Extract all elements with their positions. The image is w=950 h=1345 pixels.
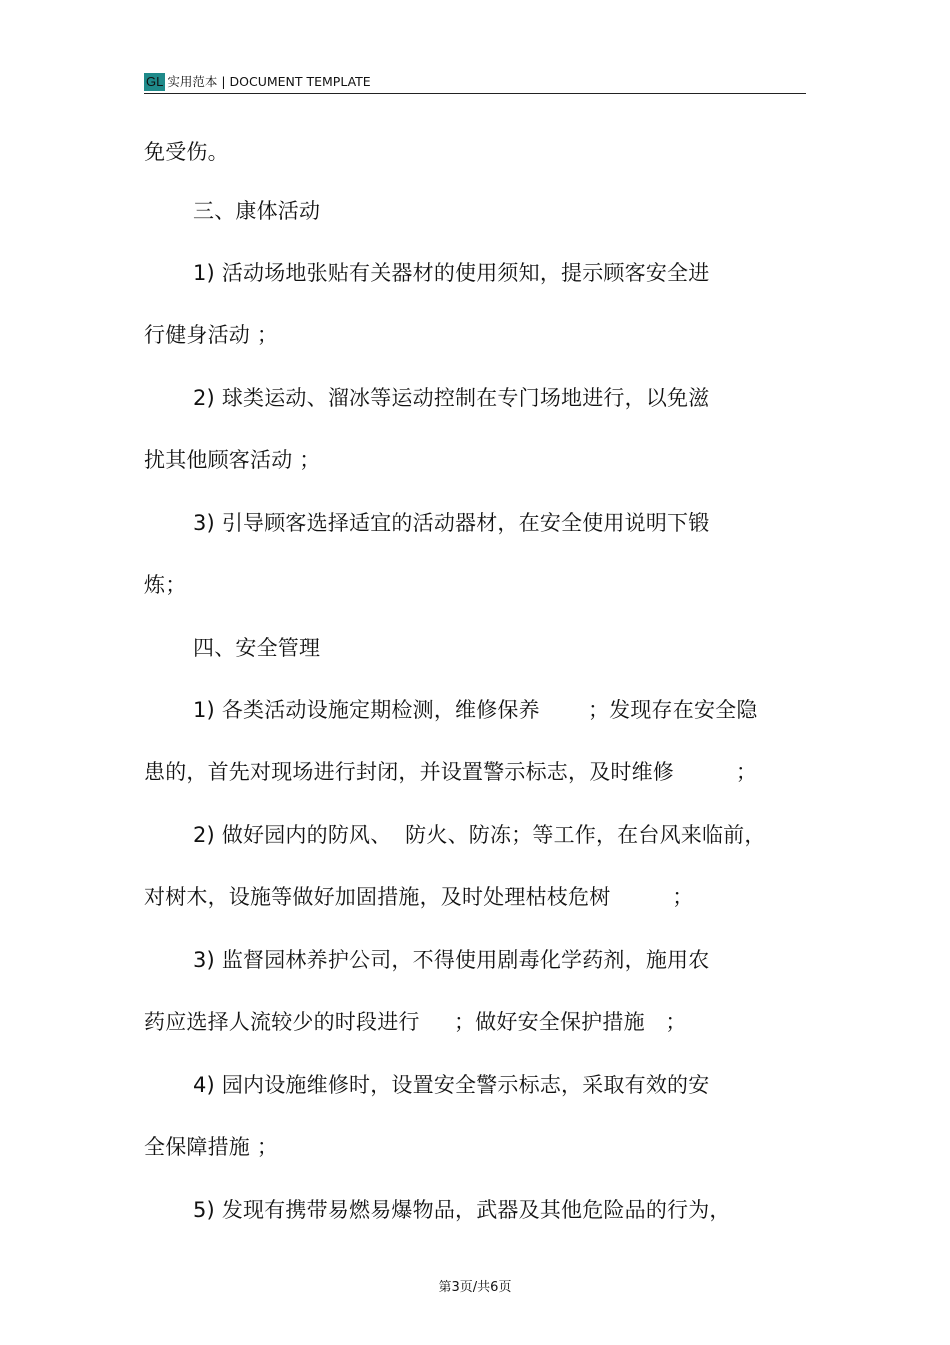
text-line: 1) 活动场地张贴有关器材的使用须知，提示顾客安全进	[193, 261, 710, 285]
text-line: 3) 监督园林养护公司，不得使用剧毒化学药剂，施用农	[193, 948, 710, 972]
text-line: 2) 做好园内的防风、 防火、防冻；等工作，在台风来临前，	[193, 823, 766, 847]
text-line: 全保障措施 ；	[144, 1135, 279, 1159]
text-line: 5) 发现有携带易燃易爆物品，武器及其他危险品的行为，	[193, 1198, 731, 1222]
page-header	[144, 71, 806, 94]
gl-logo: GL	[146, 74, 164, 89]
text-line: 行健身活动 ；	[144, 323, 279, 347]
text-line: 4) 园内设施维修时，设置安全警示标志，采取有效的安	[193, 1073, 710, 1097]
section-heading: 四、安全管理	[193, 636, 321, 660]
header-title: 实用范本 | DOCUMENT TEMPLATE	[167, 74, 371, 89]
section-heading: 三、康体活动	[193, 199, 321, 223]
text-line: 扰其他顾客活动 ；	[144, 448, 321, 472]
text-line: 药应选择人流较少的时段进行 ；做好安全保护措施 ；	[144, 1010, 687, 1034]
text-line: 1) 各类活动设施定期检测，维修保养 ；发现存在安全隐	[193, 698, 758, 722]
text-line: 3) 引导顾客选择适宜的活动器材，在安全使用说明下锻	[193, 511, 710, 535]
text-line: 免受伤。	[144, 140, 229, 164]
page-number: 第3页/共6页	[438, 1280, 512, 1295]
text-line: 患的，首先对现场进行封闭，并设置警示标志，及时维修 ；	[144, 760, 758, 784]
text-line: 对树木，设施等做好加固措施，及时处理枯枝危树 ；	[144, 885, 694, 909]
text-line: 2) 球类运动、溜冰等运动控制在专门场地进行，以免滋	[193, 386, 710, 410]
text-line: 炼；	[144, 573, 187, 597]
